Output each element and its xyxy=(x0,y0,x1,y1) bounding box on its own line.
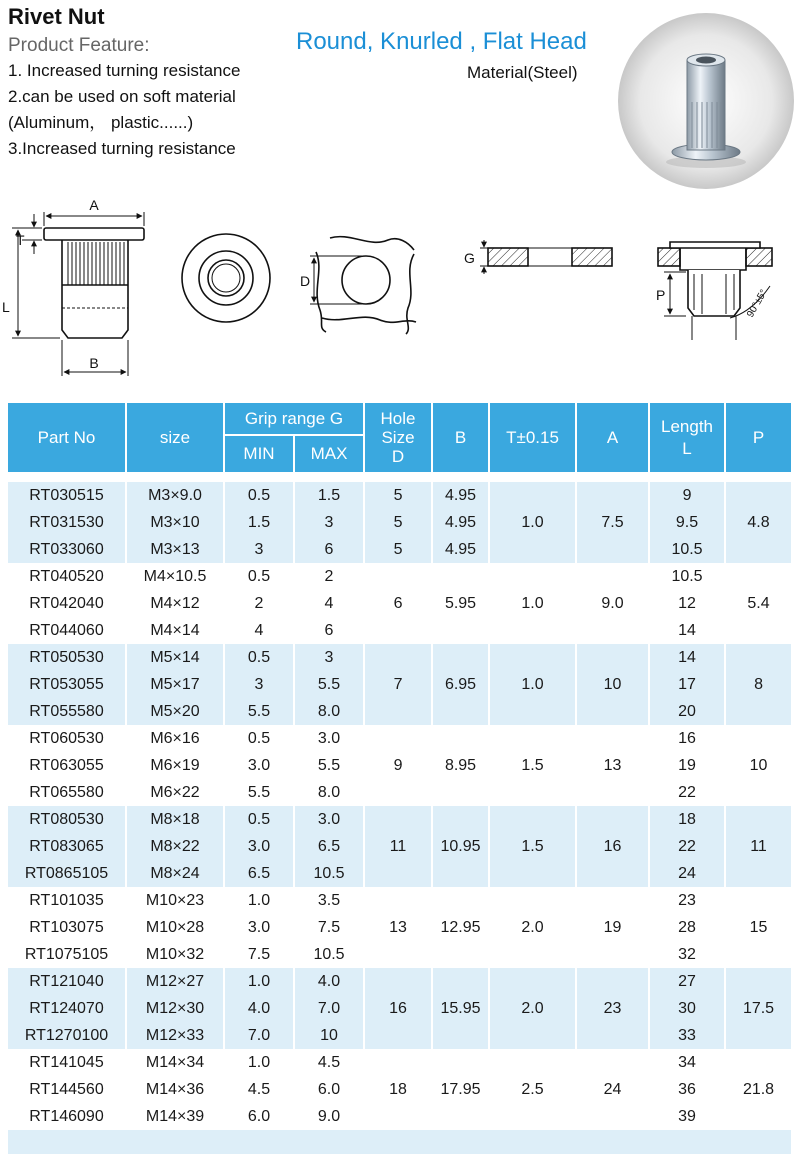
size-cell: M14×36 xyxy=(126,1076,224,1103)
a-cell: 10 xyxy=(576,644,649,725)
product-feature-heading: Product Feature: xyxy=(8,35,150,56)
part-no-cell: RT101035 xyxy=(8,887,126,914)
grip-max-cell: 5.5 xyxy=(294,671,364,698)
length-cell: 30 xyxy=(649,995,725,1022)
col-size: size xyxy=(126,403,224,473)
p-cell: 21.8 xyxy=(725,1049,791,1130)
p-cell: 15 xyxy=(725,887,791,968)
length-cell: 14 xyxy=(649,617,725,644)
dim-b-label: B xyxy=(89,355,99,371)
size-cell: M5×17 xyxy=(126,671,224,698)
b-cell: 6.95 xyxy=(432,644,489,725)
size-cell: M10×32 xyxy=(126,941,224,968)
hole-size-cell: 13 xyxy=(364,887,432,968)
table-footer xyxy=(8,1130,791,1154)
size-cell: M10×23 xyxy=(126,887,224,914)
col-max: MAX xyxy=(294,435,364,473)
t-cell: 1.0 xyxy=(489,563,576,644)
grip-max-cell: 6.5 xyxy=(294,833,364,860)
length-cell: 10.5 xyxy=(649,563,725,590)
p-cell: 8 xyxy=(725,644,791,725)
hole-header-line: Size xyxy=(381,428,415,447)
table-row xyxy=(8,482,791,509)
length-cell: 17 xyxy=(649,671,725,698)
hole-size-cell: 18 xyxy=(364,1049,432,1130)
part-no-cell: RT040520 xyxy=(8,563,126,590)
grip-min-cell: 5.5 xyxy=(224,698,294,725)
grip-max-cell: 3.5 xyxy=(294,887,364,914)
a-cell: 9.0 xyxy=(576,563,649,644)
length-cell: 39 xyxy=(649,1103,725,1130)
hole-header-line: D xyxy=(391,447,405,466)
size-cell: M3×10 xyxy=(126,509,224,536)
hole-size-cell: 5 xyxy=(364,482,432,509)
grip-min-cell: 6.5 xyxy=(224,860,294,887)
size-cell: M8×24 xyxy=(126,860,224,887)
grip-max-cell: 7.0 xyxy=(294,995,364,1022)
size-cell: M14×39 xyxy=(126,1103,224,1130)
col-min: MIN xyxy=(224,435,294,473)
p-cell: 10 xyxy=(725,725,791,806)
grip-max-cell: 4 xyxy=(294,590,364,617)
col-a: A xyxy=(576,403,649,473)
length-cell: 28 xyxy=(649,914,725,941)
dim-a-label: A xyxy=(89,197,99,213)
col-part-no: Part No xyxy=(8,403,126,473)
length-header-line: L xyxy=(682,438,692,458)
grip-min-cell: 7.5 xyxy=(224,941,294,968)
table-row xyxy=(8,725,791,752)
hole-header-line: Hole xyxy=(380,409,416,428)
grip-max-cell: 8.0 xyxy=(294,779,364,806)
part-no-cell: RT050530 xyxy=(8,644,126,671)
table-row xyxy=(8,536,791,563)
length-cell: 24 xyxy=(649,860,725,887)
grip-min-cell: 0.5 xyxy=(224,482,294,509)
a-cell: 7.5 xyxy=(576,482,649,563)
b-cell: 12.95 xyxy=(432,887,489,968)
grip-min-cell: 4 xyxy=(224,617,294,644)
table-row xyxy=(8,968,791,995)
size-cell: M3×9.0 xyxy=(126,482,224,509)
part-no-cell: RT141045 xyxy=(8,1049,126,1076)
part-no-cell: RT044060 xyxy=(8,617,126,644)
col-t: T±0.15 xyxy=(489,403,576,473)
b-cell: 4.95 xyxy=(432,509,489,536)
size-cell: M12×30 xyxy=(126,995,224,1022)
grip-max-cell: 10.5 xyxy=(294,860,364,887)
table-row xyxy=(8,563,791,590)
size-cell: M12×27 xyxy=(126,968,224,995)
grip-max-cell: 3.0 xyxy=(294,725,364,752)
grip-max-cell: 3 xyxy=(294,509,364,536)
length-cell: 22 xyxy=(649,833,725,860)
length-cell: 20 xyxy=(649,698,725,725)
dim-g-label: G xyxy=(464,250,475,266)
b-cell: 17.95 xyxy=(432,1049,489,1130)
table-row xyxy=(8,644,791,671)
page-title: Rivet Nut xyxy=(8,4,105,29)
size-cell: M4×12 xyxy=(126,590,224,617)
grip-min-cell: 1.0 xyxy=(224,968,294,995)
part-no-cell: RT030515 xyxy=(8,482,126,509)
length-cell: 14 xyxy=(649,644,725,671)
size-cell: M5×20 xyxy=(126,698,224,725)
part-no-cell: RT080530 xyxy=(8,806,126,833)
t-cell: 2.0 xyxy=(489,968,576,1049)
hole-size-cell: 16 xyxy=(364,968,432,1049)
length-cell: 27 xyxy=(649,968,725,995)
size-cell: M6×16 xyxy=(126,725,224,752)
hole-size-cell: 11 xyxy=(364,806,432,887)
length-header-line: Length xyxy=(661,416,714,436)
grip-max-cell: 6 xyxy=(294,617,364,644)
part-no-cell: RT042040 xyxy=(8,590,126,617)
col-length xyxy=(649,403,725,473)
size-cell: M6×19 xyxy=(126,752,224,779)
part-no-cell: RT1075105 xyxy=(8,941,126,968)
grip-min-cell: 1.5 xyxy=(224,509,294,536)
p-cell: 4.8 xyxy=(725,482,791,563)
feature-list xyxy=(8,58,240,162)
material-label: Material(Steel) xyxy=(467,63,578,82)
size-group xyxy=(8,725,791,806)
grip-max-cell: 4.5 xyxy=(294,1049,364,1076)
hole-size-cell: 5 xyxy=(364,509,432,536)
grip-min-cell: 3.0 xyxy=(224,752,294,779)
t-cell: 1.0 xyxy=(489,482,576,563)
grip-min-cell: 4.0 xyxy=(224,995,294,1022)
size-group xyxy=(8,473,791,563)
rivet-nut-photo xyxy=(617,12,795,190)
size-cell: M14×34 xyxy=(126,1049,224,1076)
dim-d-label: D xyxy=(300,273,311,289)
table-spacer xyxy=(8,473,791,482)
p-cell: 17.5 xyxy=(725,968,791,1049)
col-hole-size xyxy=(364,403,432,473)
grip-max-cell: 9.0 xyxy=(294,1103,364,1130)
length-cell: 12 xyxy=(649,590,725,617)
grip-min-cell: 1.0 xyxy=(224,887,294,914)
a-cell: 23 xyxy=(576,968,649,1049)
length-cell: 34 xyxy=(649,1049,725,1076)
size-group xyxy=(8,1049,791,1130)
size-cell: M12×33 xyxy=(126,1022,224,1049)
grip-min-cell: 0.5 xyxy=(224,806,294,833)
table-header xyxy=(8,403,791,473)
grip-max-cell: 2 xyxy=(294,563,364,590)
grip-min-cell: 2 xyxy=(224,590,294,617)
grip-max-cell: 4.0 xyxy=(294,968,364,995)
dim-t-label: T xyxy=(16,232,25,248)
b-cell: 4.95 xyxy=(432,536,489,563)
size-group xyxy=(8,968,791,1049)
length-cell: 10.5 xyxy=(649,536,725,563)
table-row xyxy=(8,887,791,914)
hole-view-drawing xyxy=(316,237,416,334)
grip-max-cell: 3 xyxy=(294,644,364,671)
part-no-cell: RT083065 xyxy=(8,833,126,860)
size-cell: M8×18 xyxy=(126,806,224,833)
size-group xyxy=(8,563,791,644)
p-cell: 11 xyxy=(725,806,791,887)
a-cell: 24 xyxy=(576,1049,649,1130)
length-cell: 9.5 xyxy=(649,509,725,536)
footer-row xyxy=(8,1130,791,1154)
grip-min-cell: 0.5 xyxy=(224,644,294,671)
length-cell: 16 xyxy=(649,725,725,752)
b-cell: 8.95 xyxy=(432,725,489,806)
t-cell: 1.0 xyxy=(489,644,576,725)
t-cell: 1.5 xyxy=(489,806,576,887)
size-group xyxy=(8,887,791,968)
size-cell: M8×22 xyxy=(126,833,224,860)
spacer-cell xyxy=(8,473,791,482)
grip-max-cell: 8.0 xyxy=(294,698,364,725)
part-no-cell: RT053055 xyxy=(8,671,126,698)
a-cell: 13 xyxy=(576,725,649,806)
dim-angle-label: 90°±5° xyxy=(745,287,770,320)
length-cell: 36 xyxy=(649,1076,725,1103)
size-cell: M5×14 xyxy=(126,644,224,671)
length-cell: 22 xyxy=(649,779,725,806)
hole-size-cell: 6 xyxy=(364,563,432,644)
grip-min-cell: 3 xyxy=(224,536,294,563)
plate-section-drawing xyxy=(488,248,612,266)
p-cell: 5.4 xyxy=(725,563,791,644)
hole-size-cell: 5 xyxy=(364,536,432,563)
grip-max-cell: 6.0 xyxy=(294,1076,364,1103)
length-cell: 19 xyxy=(649,752,725,779)
grip-max-cell: 1.5 xyxy=(294,482,364,509)
col-grip-range: Grip range G xyxy=(224,403,364,435)
part-no-cell: RT1270100 xyxy=(8,1022,126,1049)
b-cell: 10.95 xyxy=(432,806,489,887)
grip-min-cell: 3.0 xyxy=(224,833,294,860)
technical-drawings xyxy=(0,190,800,385)
part-no-cell: RT146090 xyxy=(8,1103,126,1130)
part-no-cell: RT121040 xyxy=(8,968,126,995)
length-cell: 32 xyxy=(649,941,725,968)
length-cell: 33 xyxy=(649,1022,725,1049)
hole-size-cell: 7 xyxy=(364,644,432,725)
footer-cell xyxy=(8,1130,791,1154)
t-cell: 2.5 xyxy=(489,1049,576,1130)
grip-min-cell: 3 xyxy=(224,671,294,698)
grip-min-cell: 3.0 xyxy=(224,914,294,941)
part-no-cell: RT031530 xyxy=(8,509,126,536)
hole-size-cell: 9 xyxy=(364,725,432,806)
size-cell: M10×28 xyxy=(126,914,224,941)
table-row xyxy=(8,1049,791,1076)
grip-min-cell: 0.5 xyxy=(224,725,294,752)
grip-min-cell: 6.0 xyxy=(224,1103,294,1130)
feature-item: 2.can be used on soft material xyxy=(8,87,236,106)
b-cell: 5.95 xyxy=(432,563,489,644)
grip-min-cell: 5.5 xyxy=(224,779,294,806)
size-group xyxy=(8,806,791,887)
product-headline: Round, Knurled , Flat Head xyxy=(296,28,587,55)
part-no-cell: RT124070 xyxy=(8,995,126,1022)
size-group xyxy=(8,644,791,725)
length-cell: 18 xyxy=(649,806,725,833)
size-cell: M4×10.5 xyxy=(126,563,224,590)
grip-min-cell: 7.0 xyxy=(224,1022,294,1049)
a-cell: 19 xyxy=(576,887,649,968)
part-no-cell: RT060530 xyxy=(8,725,126,752)
size-cell: M6×22 xyxy=(126,779,224,806)
table-row xyxy=(8,509,791,536)
grip-min-cell: 0.5 xyxy=(224,563,294,590)
col-p: P xyxy=(725,403,791,473)
installed-view-drawing xyxy=(658,242,772,340)
feature-item: 1. Increased turning resistance xyxy=(8,61,241,80)
dim-l-label: L xyxy=(2,299,10,315)
top-view-drawing xyxy=(182,234,270,322)
part-no-cell: RT055580 xyxy=(8,698,126,725)
grip-max-cell: 10 xyxy=(294,1022,364,1049)
a-cell: 16 xyxy=(576,806,649,887)
grip-max-cell: 5.5 xyxy=(294,752,364,779)
grip-min-cell: 1.0 xyxy=(224,1049,294,1076)
feature-item: (Aluminum， plastic......) xyxy=(8,113,194,132)
part-no-cell: RT0865105 xyxy=(8,860,126,887)
size-cell: M4×14 xyxy=(126,617,224,644)
t-cell: 2.0 xyxy=(489,887,576,968)
feature-item: 3.Increased turning resistance xyxy=(8,139,236,158)
part-no-cell: RT033060 xyxy=(8,536,126,563)
length-cell: 23 xyxy=(649,887,725,914)
grip-max-cell: 10.5 xyxy=(294,941,364,968)
grip-max-cell: 3.0 xyxy=(294,806,364,833)
spec-table xyxy=(8,403,791,1154)
part-no-cell: RT063055 xyxy=(8,752,126,779)
grip-max-cell: 7.5 xyxy=(294,914,364,941)
table-row xyxy=(8,806,791,833)
b-cell: 4.95 xyxy=(432,482,489,509)
dim-p-label: P xyxy=(656,287,666,303)
t-cell: 1.5 xyxy=(489,725,576,806)
part-no-cell: RT144560 xyxy=(8,1076,126,1103)
part-no-cell: RT103075 xyxy=(8,914,126,941)
grip-max-cell: 6 xyxy=(294,536,364,563)
length-cell: 9 xyxy=(649,482,725,509)
col-b: B xyxy=(432,403,489,473)
part-no-cell: RT065580 xyxy=(8,779,126,806)
side-view-drawing xyxy=(44,228,144,338)
size-cell: M3×13 xyxy=(126,536,224,563)
b-cell: 15.95 xyxy=(432,968,489,1049)
grip-min-cell: 4.5 xyxy=(224,1076,294,1103)
